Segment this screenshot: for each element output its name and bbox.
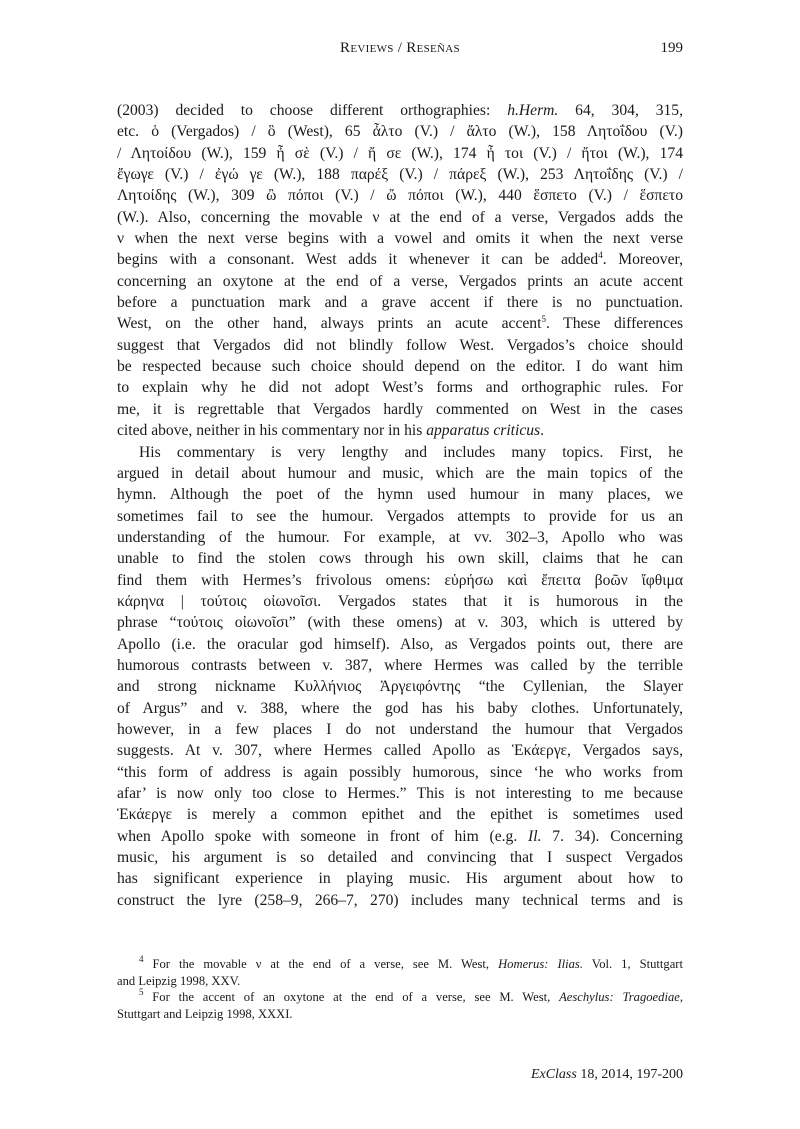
text-run: afar’ is now only too close to Hermes.” This is not interesting to me because xyxy=(117,785,683,802)
text-run: me, it is regrettable that Vergados hardly commented on West in the cases xyxy=(117,400,683,418)
text-line xyxy=(117,228,683,249)
text-line xyxy=(117,676,683,697)
footnote-line xyxy=(117,989,683,1006)
paragraph xyxy=(117,442,683,912)
text-run: For the movable ν at the end of a verse, see M. West, xyxy=(143,957,499,971)
text-line xyxy=(117,890,683,911)
paragraph xyxy=(117,100,683,442)
text-line xyxy=(117,634,683,655)
text-line xyxy=(117,442,683,463)
text-run: 64, 304, 315, xyxy=(558,102,684,119)
text-run: κάρηνα | τούτοις οἰωνοῖσι. Vergados states that it is humorous in the xyxy=(117,592,683,610)
footnote xyxy=(117,989,683,1022)
text-line xyxy=(117,420,683,441)
text-line xyxy=(117,506,683,527)
text-run: . These differences xyxy=(545,315,684,333)
text-line xyxy=(117,740,683,761)
text-run: music, his argument is so detailed and convincing that I suspect Vergados xyxy=(117,849,683,867)
text-line xyxy=(117,249,683,270)
footnote-line xyxy=(117,956,683,973)
text-run: and strong nickname Κυλλήνιος Ἀργειφόντης “the Cyllenian, the Slayer xyxy=(117,678,683,696)
text-run: etc. ὁ (Vergados) / ὃ (West), 65 ἆλτο (V.) / ἄλτο (W.), 158 Λητοΐδου (V.) xyxy=(117,123,683,141)
text-run: find them with Hermes’s frivolous omens: εὑρήσω καὶ ἔπειτα βοῶν ἴφθιμα xyxy=(117,571,683,589)
text-line xyxy=(117,612,683,633)
text-run: when Apollo spoke with someone in front of him (e.g. xyxy=(117,827,529,845)
text-run: Vol. 1, Stuttgart xyxy=(582,957,683,971)
text-run: phrase “τούτοις οἰωνοῖσι” (with these omens) at v. 303, which is uttered by xyxy=(117,614,683,632)
text-line xyxy=(117,207,683,228)
italic-text: Aeschylus: Tragoediae xyxy=(559,990,680,1004)
text-run: West, on the other hand, always prints an acute accent xyxy=(117,315,542,333)
text-line xyxy=(117,463,683,484)
text-line xyxy=(117,826,683,847)
text-line xyxy=(117,591,683,612)
text-line xyxy=(117,377,683,398)
text-run: argued in detail about humour and music, which are the main topics of the xyxy=(117,464,683,482)
text-run: 7. 34). Concerning xyxy=(541,827,683,845)
text-run: . xyxy=(540,422,545,440)
footnote-marker: 5 xyxy=(139,987,144,997)
journal-volume-pages: 18, 2014, 197-200 xyxy=(576,1067,683,1082)
text-line xyxy=(117,100,683,121)
text-line xyxy=(117,164,683,185)
text-line xyxy=(117,271,683,292)
text-line xyxy=(117,185,683,206)
text-line xyxy=(117,356,683,377)
text-line xyxy=(117,804,683,825)
text-line xyxy=(117,548,683,569)
journal-name: ExClass xyxy=(530,1067,577,1082)
text-line xyxy=(117,570,683,591)
text-run: His commentary is very lengthy and includes many topics. First, he xyxy=(139,443,683,461)
italic-text: h.Herm. xyxy=(507,102,559,119)
text-run: suggest that Vergados did not blindly follow West. Vergados’s choice should xyxy=(117,336,683,354)
text-run: sometimes fail to see the humour. Vergados attempts to provide for us an xyxy=(117,507,683,525)
text-line xyxy=(117,313,683,334)
text-run: humorous contrasts between v. 387, where Hermes was called by the terrible xyxy=(117,656,683,674)
footnote-marker: 4 xyxy=(139,954,144,964)
text-line xyxy=(117,121,683,142)
text-run: ν when the next verse begins with a vowel and omits it when the next verse xyxy=(117,230,683,248)
text-line xyxy=(117,484,683,505)
text-line xyxy=(117,847,683,868)
text-run: “this form of address is again possibly humorous, since ‘he who works from xyxy=(117,763,683,781)
body-text xyxy=(117,100,683,911)
text-line xyxy=(117,292,683,313)
footnote-line xyxy=(117,1006,683,1023)
text-line xyxy=(117,698,683,719)
footnote-line xyxy=(117,973,683,990)
text-run: and Leipzig 1998, XXV. xyxy=(117,973,241,988)
text-line xyxy=(117,868,683,889)
text-line xyxy=(117,783,683,804)
text-run: construct the lyre (258–9, 266–7, 270) includes many technical terms and is xyxy=(117,891,683,909)
text-run: hymn. Although the poet of the hymn used humour in many places, we xyxy=(117,486,683,504)
running-title: Reviews / Reseñas xyxy=(340,40,460,56)
text-run: before a punctuation mark and a grave accent if there is no punctuation. xyxy=(117,294,683,312)
text-run: Stuttgart and Leipzig 1998, XXXI. xyxy=(117,1006,293,1021)
text-run: unable to find the stolen cows through his own skill, claims that he can xyxy=(117,550,683,568)
italic-text: Il. xyxy=(528,827,542,845)
text-run: begins with a consonant. West adds it whenever it can be added xyxy=(117,251,599,269)
text-run: For the accent of an oxytone at the end of a verse, see M. West, xyxy=(143,990,560,1004)
text-run: . Moreover, xyxy=(602,251,683,269)
text-run: cited above, neither in his commentary nor in his xyxy=(117,422,427,440)
text-line xyxy=(117,527,683,548)
text-line xyxy=(117,335,683,356)
journal-citation xyxy=(531,1067,683,1083)
text-run: suggests. At v. 307, where Hermes called Apollo as Ἑκάεργε, Vergados says, xyxy=(117,742,683,760)
text-run: (W.). Also, concerning the movable ν at the end of a verse, Vergados adds the xyxy=(117,208,683,226)
text-run: however, in a few places I do not understand the humour that Vergados xyxy=(117,720,683,738)
page-number: 199 xyxy=(660,40,683,56)
text-run: ἔγωγε (V.) / ἐγώ γε (W.), 188 παρέξ (V.) / πάρεξ (W.), 253 Λητοΐδης (V.) / xyxy=(117,166,683,184)
text-run: Apollo (i.e. the oracular god himself). Also, as Vergados points out, there are xyxy=(117,635,683,653)
text-run: to explain why he did not adopt West’s forms and orthographic rules. For xyxy=(117,379,683,397)
text-run: (2003) decided to choose different orthographies: xyxy=(117,102,508,119)
text-run: concerning an oxytone at the end of a verse, Vergados prints an acute accent xyxy=(117,272,683,290)
text-run: of Argus” and v. 388, where the god has his baby clothes. Unfortunately, xyxy=(117,699,683,717)
footnotes xyxy=(117,956,683,1022)
footnote-marker: 5 xyxy=(541,314,546,325)
text-run: Λητοίδης (W.), 309 ὢ πόποι (V.) / ὤ πόποι (W.), 440 ἕσπετο (V.) / ἕσπετο xyxy=(117,187,683,205)
text-run: / Λητοίδου (W.), 159 ἦ σὲ (V.) / ἤ σε (W.), 174 ἦ τοι (V.) / ἤτοι (W.), 174 xyxy=(117,144,683,162)
text-run: be respected because such choice should depend on the editor. I do want him xyxy=(117,358,683,376)
italic-text: apparatus criticus xyxy=(426,422,541,440)
italic-text: Homerus: Ilias. xyxy=(498,957,583,971)
text-run: has significant experience in playing music. His argument about how to xyxy=(117,870,683,888)
text-line xyxy=(117,399,683,420)
footnote xyxy=(117,956,683,989)
text-line xyxy=(117,655,683,676)
text-run: understanding of the humour. For example, at vv. 302–3, Apollo who was xyxy=(117,528,683,546)
footnote-marker: 4 xyxy=(598,250,603,261)
text-line xyxy=(117,719,683,740)
text-line xyxy=(117,762,683,783)
running-header xyxy=(117,40,683,60)
text-run: Ἑκάεργε is merely a common epithet and the epithet is sometimes used xyxy=(117,806,683,824)
text-line xyxy=(117,143,683,164)
text-run: , xyxy=(679,990,683,1004)
